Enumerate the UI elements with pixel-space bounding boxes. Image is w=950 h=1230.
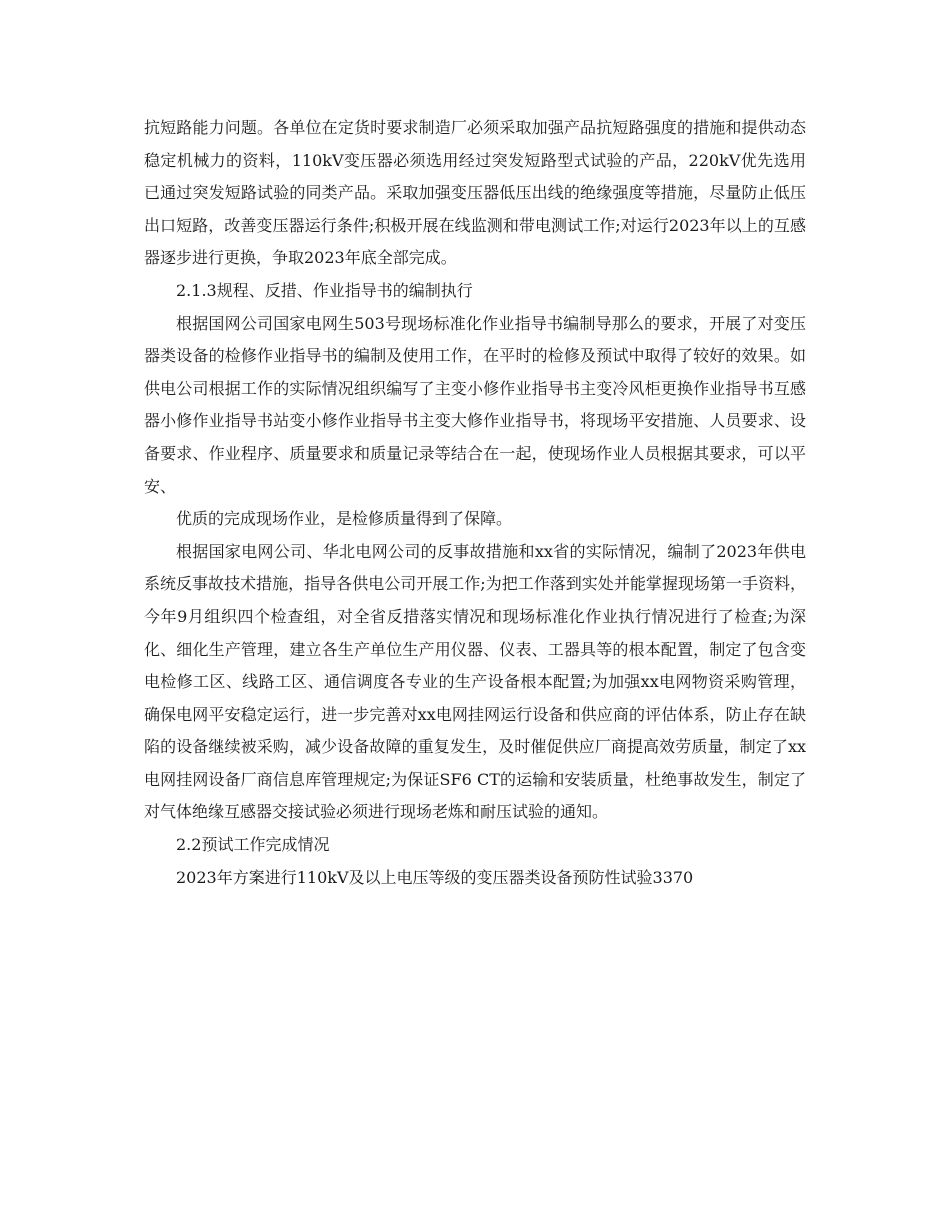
section-heading-2-1-3: 2.1.3规程、反措、作业指导书的编制执行 xyxy=(176,280,473,300)
paragraph-anti-accident-measures: 根据国家电网公司、华北电网公司的反事故措施和xx省的实际情况，编制了2023年供电系统反事故技术措施，指导各供电公司开展工作;为把工作落到实处并能掌握现场第一手资料，今年9月组织四个检查组，对全省反措落实情况和现场标准化作业执行情况进行了检查;为深化、细化生产管理，建立各生产单位生产用仪器、仪表、工器具等的根本配置，制定了包含变电检修工区、线路工区、通信调度各专业的生产设备根本配置;为加强xx电网物资采购管理，确保电网平安稳定运行，进一步完善对xx电网挂网运行设备和供应商的评估体系，防止存在缺陷的设备继续被采购，减少设备故障的重复发生，及时催促供应厂商提高效劳质量，制定了xx电网挂网设备厂商信息库管理规定;为保证SF6 CT的运输和安装质量，杜绝事故发生，制定了对气体绝缘互感器交接试验必须进行现场老炼和耐压试验的通知。 xyxy=(144,541,806,822)
paragraph-work-instructions: 根据国网公司国家电网生503号现场标准化作业指导书编制导那么的要求，开展了对变压器类设备的检修作业指导书的编制及使用工作，在平时的检修及预试中取得了较好的效果。如供电公司根据工作的实际情况组织编写了主变小修作业指导书主变冷风柜更换作业指导书互感器小修作业指导书站变小修作业指导书主变大修作业指导书，将现场平安措施、人员要求、设备要求、作业程序、质量要求和质量记录等结合在一起，使现场作业人员根据其要求，可以平安、 xyxy=(144,313,806,496)
section-heading-2-2: 2.2预试工作完成情况 xyxy=(176,835,330,855)
paragraph-quality-assurance: 优质的完成现场作业，是检修质量得到了保障。 xyxy=(176,509,513,529)
paragraph-short-circuit-capability: 抗短路能力问题。各单位在定货时要求制造厂必须采取加强产品抗短路强度的措施和提供动态稳定机械力的资料，110kV变压器必须选用经过突发短路型式试验的产品，220kV优先选用已通过突发短路试验的同类产品。采取加强变压器低压出线的绝缘强度等措施，尽量防止低压出口短路，改善变压器运行条件;积极开展在线监测和带电测试工作;对运行2023年以上的互感器逐步进行更换，争取2023年底全部完成。 xyxy=(144,118,806,268)
document-body xyxy=(144,112,806,894)
paragraph-pretest-plan: 2023年方案进行110kV及以上电压等级的变压器类设备预防性试验3370 xyxy=(176,867,694,887)
